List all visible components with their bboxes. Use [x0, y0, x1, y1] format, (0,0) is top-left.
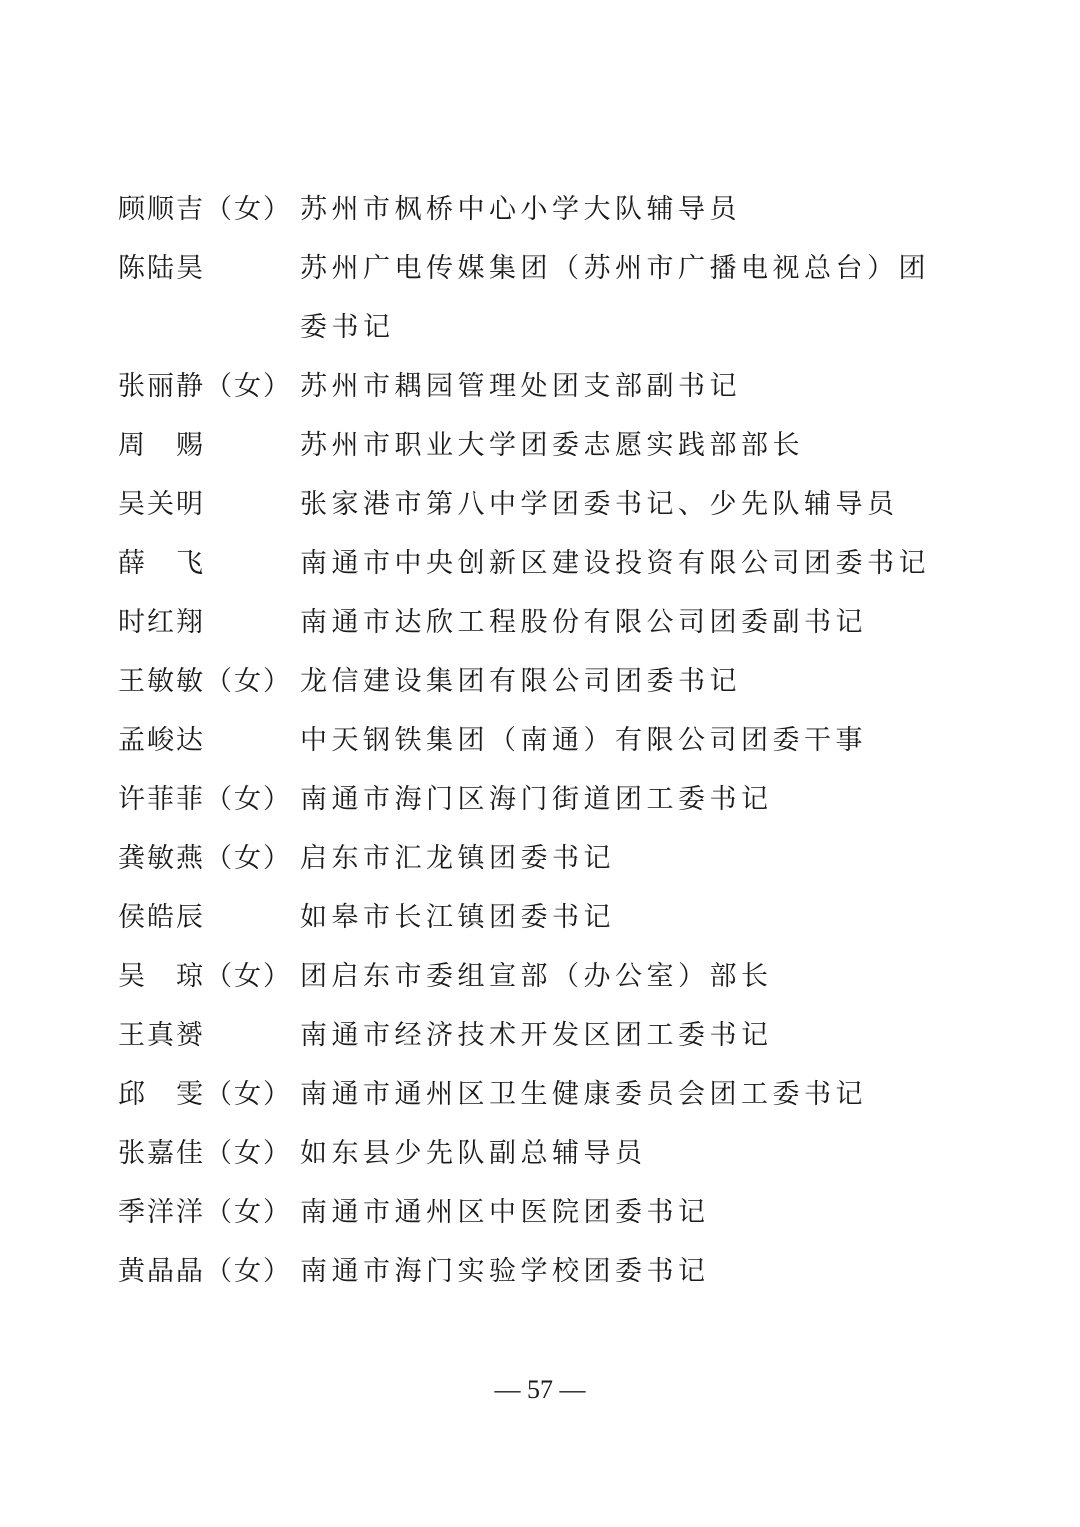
- person-title: 南通市达欣工程股份有限公司团委副书记: [300, 607, 867, 638]
- list-item: [118, 1124, 958, 1183]
- list-item: [118, 239, 958, 357]
- list-item: [118, 711, 958, 770]
- person-title: 中天钢铁集团（南通）有限公司团委干事: [300, 725, 867, 756]
- list-item: [118, 888, 958, 947]
- list-item: [118, 770, 958, 829]
- person-name: 周 赐: [118, 430, 205, 461]
- list-item: [118, 1183, 958, 1242]
- person-title: 启东市汇龙镇团委书记: [300, 843, 615, 874]
- person-name: 王敏敏（女）: [118, 666, 292, 697]
- list-item: [118, 1242, 958, 1301]
- person-title: 南通市经济技术开发区团工委书记: [300, 1020, 773, 1051]
- list-item: [118, 416, 958, 475]
- person-title: 如东县少先队副总辅导员: [300, 1138, 647, 1169]
- honoree-list: [118, 180, 958, 1301]
- list-item: [118, 534, 958, 593]
- person-title: 苏州市枫桥中心小学大队辅导员: [300, 194, 741, 225]
- person-name: 吴关明: [118, 489, 205, 520]
- person-title: 团启东市委组宣部（办公室）部长: [300, 961, 773, 992]
- person-title: 龙信建设集团有限公司团委书记: [300, 666, 741, 697]
- person-name: 孟峻达: [118, 725, 205, 756]
- person-title: 南通市通州区卫生健康委员会团工委书记: [300, 1079, 867, 1110]
- person-name: 陈陆昊: [118, 253, 205, 284]
- list-item: [118, 1065, 958, 1124]
- person-title: 苏州市耦园管理处团支部副书记: [300, 371, 741, 402]
- person-name: 许菲菲（女）: [118, 784, 292, 815]
- list-item: [118, 829, 958, 888]
- person-name: 邱 雯（女）: [118, 1079, 292, 1110]
- person-name: 张丽静（女）: [118, 371, 292, 402]
- person-name: 吴 琼（女）: [118, 961, 292, 992]
- list-item: [118, 652, 958, 711]
- person-name: 顾顺吉（女）: [118, 194, 292, 225]
- list-item: [118, 180, 958, 239]
- person-name: 黄晶晶（女）: [118, 1256, 292, 1287]
- list-item: [118, 357, 958, 416]
- person-name: 王真赟: [118, 1020, 205, 1051]
- list-item: [118, 593, 958, 652]
- person-title: 苏州广电传媒集团（苏州市广播电视总台）团委书记: [300, 253, 930, 343]
- person-name: 季洋洋（女）: [118, 1197, 292, 1228]
- list-item: [118, 475, 958, 534]
- list-item: [118, 947, 958, 1006]
- person-title: 南通市通州区中医院团委书记: [300, 1197, 710, 1228]
- person-name: 龚敏燕（女）: [118, 843, 292, 874]
- list-item: [118, 1006, 958, 1065]
- person-name: 张嘉佳（女）: [118, 1138, 292, 1169]
- person-title: 南通市海门区海门街道团工委书记: [300, 784, 773, 815]
- person-name: 侯皓辰: [118, 902, 205, 933]
- person-name: 时红翔: [118, 607, 205, 638]
- person-title: 如皋市长江镇团委书记: [300, 902, 615, 933]
- person-title: 张家港市第八中学团委书记、少先队辅导员: [300, 489, 899, 520]
- person-title: 苏州市职业大学团委志愿实践部部长: [300, 430, 804, 461]
- person-title: 南通市海门实验学校团委书记: [300, 1256, 710, 1287]
- person-title: 南通市中央创新区建设投资有限公司团委书记: [300, 548, 930, 579]
- page-number: — 57 —: [494, 1375, 586, 1404]
- person-name: 薛 飞: [118, 548, 205, 579]
